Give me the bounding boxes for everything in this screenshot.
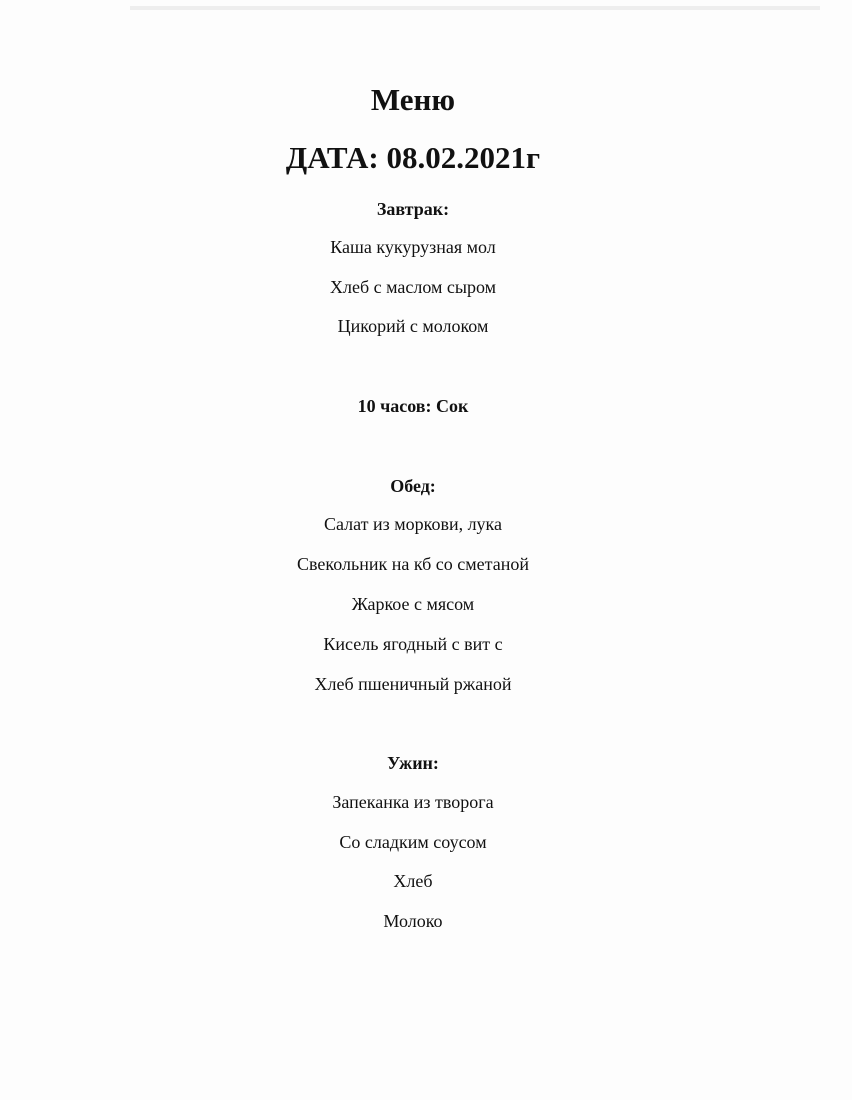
lunch-heading: Обед: [390,476,436,496]
dinner-item: Запеканка из творога [332,792,494,812]
lunch-item: Салат из моркови, лука [323,514,503,534]
lunch-item: Свекольник на кб со сметаной [297,554,529,574]
dinner-item: Хлеб [393,871,433,891]
breakfast-heading: Завтрак: [376,199,450,219]
snack-heading: 10 часов: Сок [357,396,469,416]
scan-edge [130,6,820,10]
menu-date: ДАТА: 08.02.2021г [285,140,541,175]
breakfast-item: Каша кукурузная мол [330,237,496,257]
lunch-item: Кисель ягодный с вит с [323,634,503,654]
breakfast-item: Хлеб с маслом сыром [329,277,497,297]
page-title: Меню [370,82,456,117]
breakfast-item: Цикорий с молоком [337,316,489,336]
dinner-item: Молоко [383,911,443,931]
dinner-item: Со сладким соусом [339,832,487,852]
dinner-heading: Ужин: [387,753,439,773]
lunch-item: Хлеб пшеничный ржаной [314,674,512,694]
lunch-item: Жаркое с мясом [351,594,475,614]
